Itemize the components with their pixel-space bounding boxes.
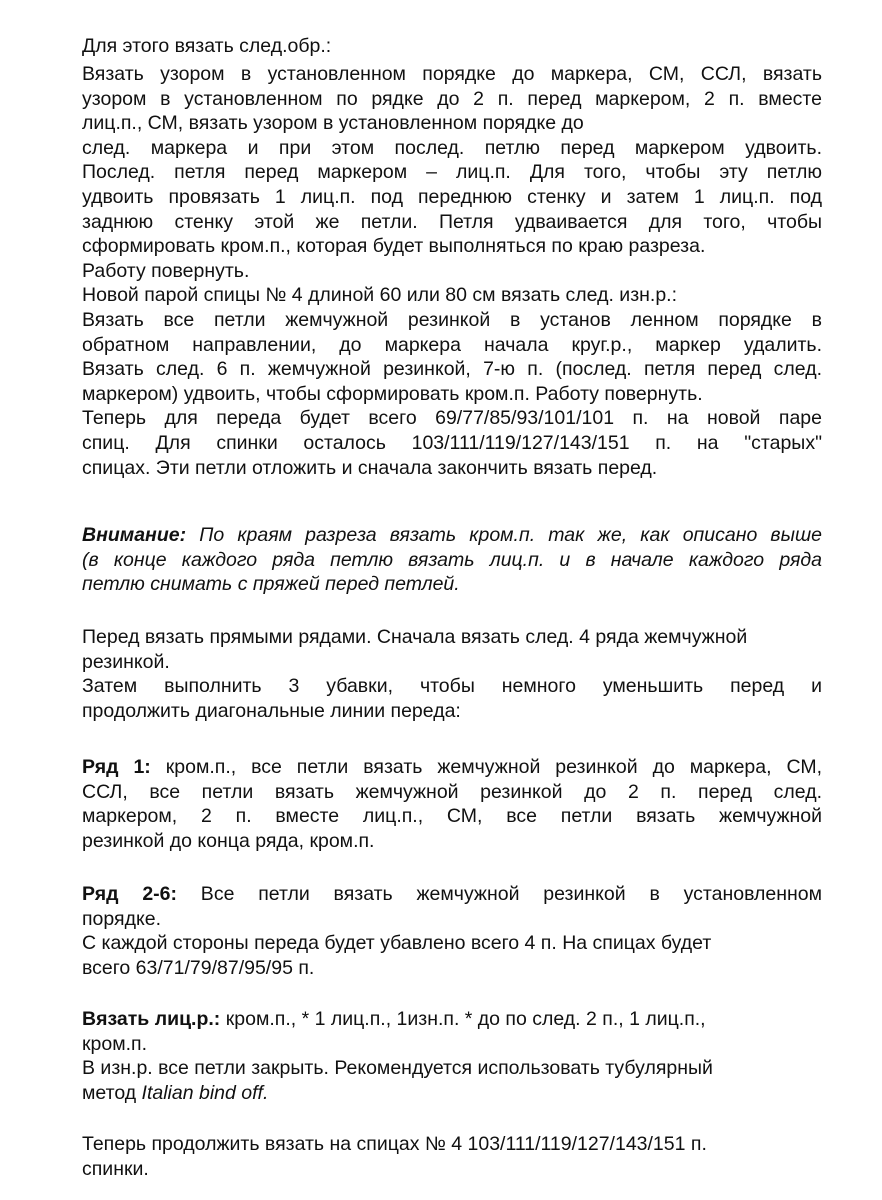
text-line: всего 63/71/79/87/95/95 п. bbox=[82, 956, 315, 979]
text-line bbox=[82, 523, 822, 548]
text-line: Перед вязать прямыми рядами. Сначала вязать след. 4 ряда жемчужной bbox=[82, 626, 748, 648]
text-line: Вязать все петли жемчужной резинкой в установ ленном порядке в bbox=[82, 308, 822, 331]
text-line: маркером) удвоить, чтобы сформировать кром.п. Работу повернуть. bbox=[82, 382, 703, 405]
text-line: Вязать след. 6 п. жемчужной резинкой, 7-ю п. (послед. петля перед след. bbox=[82, 358, 822, 381]
text-line: Работу повернуть. bbox=[82, 259, 250, 282]
text-line bbox=[82, 1081, 822, 1106]
text-line: продолжить диагональные линии переда: bbox=[82, 699, 461, 722]
text-line: маркером, 2 п. вместе лиц.п., СМ, все петли вязать жемчужной bbox=[82, 805, 822, 828]
knit-row-instructions bbox=[82, 1007, 822, 1105]
intro-line bbox=[82, 34, 822, 59]
text-line: петлю снимать с пряжей перед петлей. bbox=[82, 573, 460, 596]
text-line: Вязать узором в установленном порядке до маркера, СМ, ССЛ, вязать bbox=[82, 63, 822, 85]
text-line: (в конце каждого ряда петлю вязать лиц.п. и в начале каждого ряда bbox=[82, 548, 822, 571]
knit-row-label: Вязать лиц.р.: bbox=[82, 1008, 221, 1030]
text-line bbox=[82, 1007, 822, 1032]
row-2-6-instructions bbox=[82, 882, 822, 980]
text-fragment: кром.п., * 1 лиц.п., 1изн.п. * до по след. 2 п., 1 лиц.п., bbox=[220, 1008, 706, 1030]
text-line bbox=[82, 882, 822, 907]
text-line: Затем выполнить 3 убавки, чтобы немного уменьшить перед и bbox=[82, 675, 822, 698]
text-line: узором в установленном по рядке до 2 п. перед маркером, 2 п. вместе bbox=[82, 87, 822, 110]
text-line: удвоить провязать 1 лиц.п. под переднюю стенку и затем 1 лиц.п. под bbox=[82, 185, 822, 208]
text-line bbox=[82, 755, 822, 780]
text-line: спиц. Для спинки осталось 103/111/119/127/143/151 п. на "старых" bbox=[82, 431, 822, 454]
attention-label: Внимание: bbox=[82, 524, 187, 546]
text-line: сформировать кром.п., которая будет выполняться по краю разреза. bbox=[82, 235, 706, 258]
text-line: ССЛ, все петли вязать жемчужной резинкой до 2 п. перед след. bbox=[82, 780, 822, 803]
text-line: Для этого вязать след.обр.: bbox=[82, 35, 332, 57]
text-fragment: метод bbox=[82, 1081, 142, 1104]
text-line: резинкой. bbox=[82, 650, 170, 673]
row-2-6-label: Ряд 2-6: bbox=[82, 883, 177, 905]
text-line: Теперь продолжить вязать на спицах № 4 103/111/119/127/143/151 п. bbox=[82, 1133, 707, 1155]
text-line: порядке. bbox=[82, 907, 161, 930]
text-fragment: кром.п., все петли вязать жемчужной резинкой до маркера, СМ, bbox=[150, 756, 822, 778]
text-line: резинкой до конца ряда, кром.п. bbox=[82, 829, 375, 852]
text-line: Теперь для переда будет всего 69/77/85/93/101/101 п. на новой паре bbox=[82, 407, 822, 430]
text-line: В изн.р. все петли закрыть. Рекомендуется использовать тубулярный bbox=[82, 1057, 713, 1080]
text-fragment: Все петли вязать жемчужной резинкой в установленном bbox=[177, 883, 822, 905]
row-1-instructions bbox=[82, 755, 822, 853]
paragraph-instructions bbox=[82, 62, 822, 480]
text-line: С каждой стороны переда будет убавлено всего 4 п. На спицах будет bbox=[82, 932, 712, 955]
row-1-label: Ряд 1: bbox=[82, 756, 151, 778]
attention-note bbox=[82, 523, 822, 597]
italic-term: Italian bind off. bbox=[141, 1081, 269, 1104]
text-line: Послед. петля перед маркером – лиц.п. Для того, чтобы эту петлю bbox=[82, 161, 822, 184]
text-line: спицах. Эти петли отложить и сначала закончить вязать перед. bbox=[82, 456, 658, 479]
text-fragment: По краям разреза вязать кром.п. так же, как описано выше bbox=[186, 524, 822, 546]
text-line: Новой парой спицы № 4 длиной 60 или 80 см вязать след. изн.р.: bbox=[82, 284, 677, 307]
text-line: спинки. bbox=[82, 1157, 149, 1180]
text-line: кром.п. bbox=[82, 1032, 148, 1055]
text-line: заднюю стенку этой же петли. Петля удваивается для того, чтобы bbox=[82, 210, 822, 233]
paragraph-front bbox=[82, 625, 822, 723]
text-line: лиц.п., СМ, вязать узором в установленном порядке до bbox=[82, 112, 584, 135]
text-line: обратном направлении, до маркера начала круг.р., маркер удалить. bbox=[82, 333, 822, 356]
text-line: след. маркера и при этом послед. петлю перед маркером удвоить. bbox=[82, 136, 822, 159]
final-paragraph bbox=[82, 1132, 822, 1181]
